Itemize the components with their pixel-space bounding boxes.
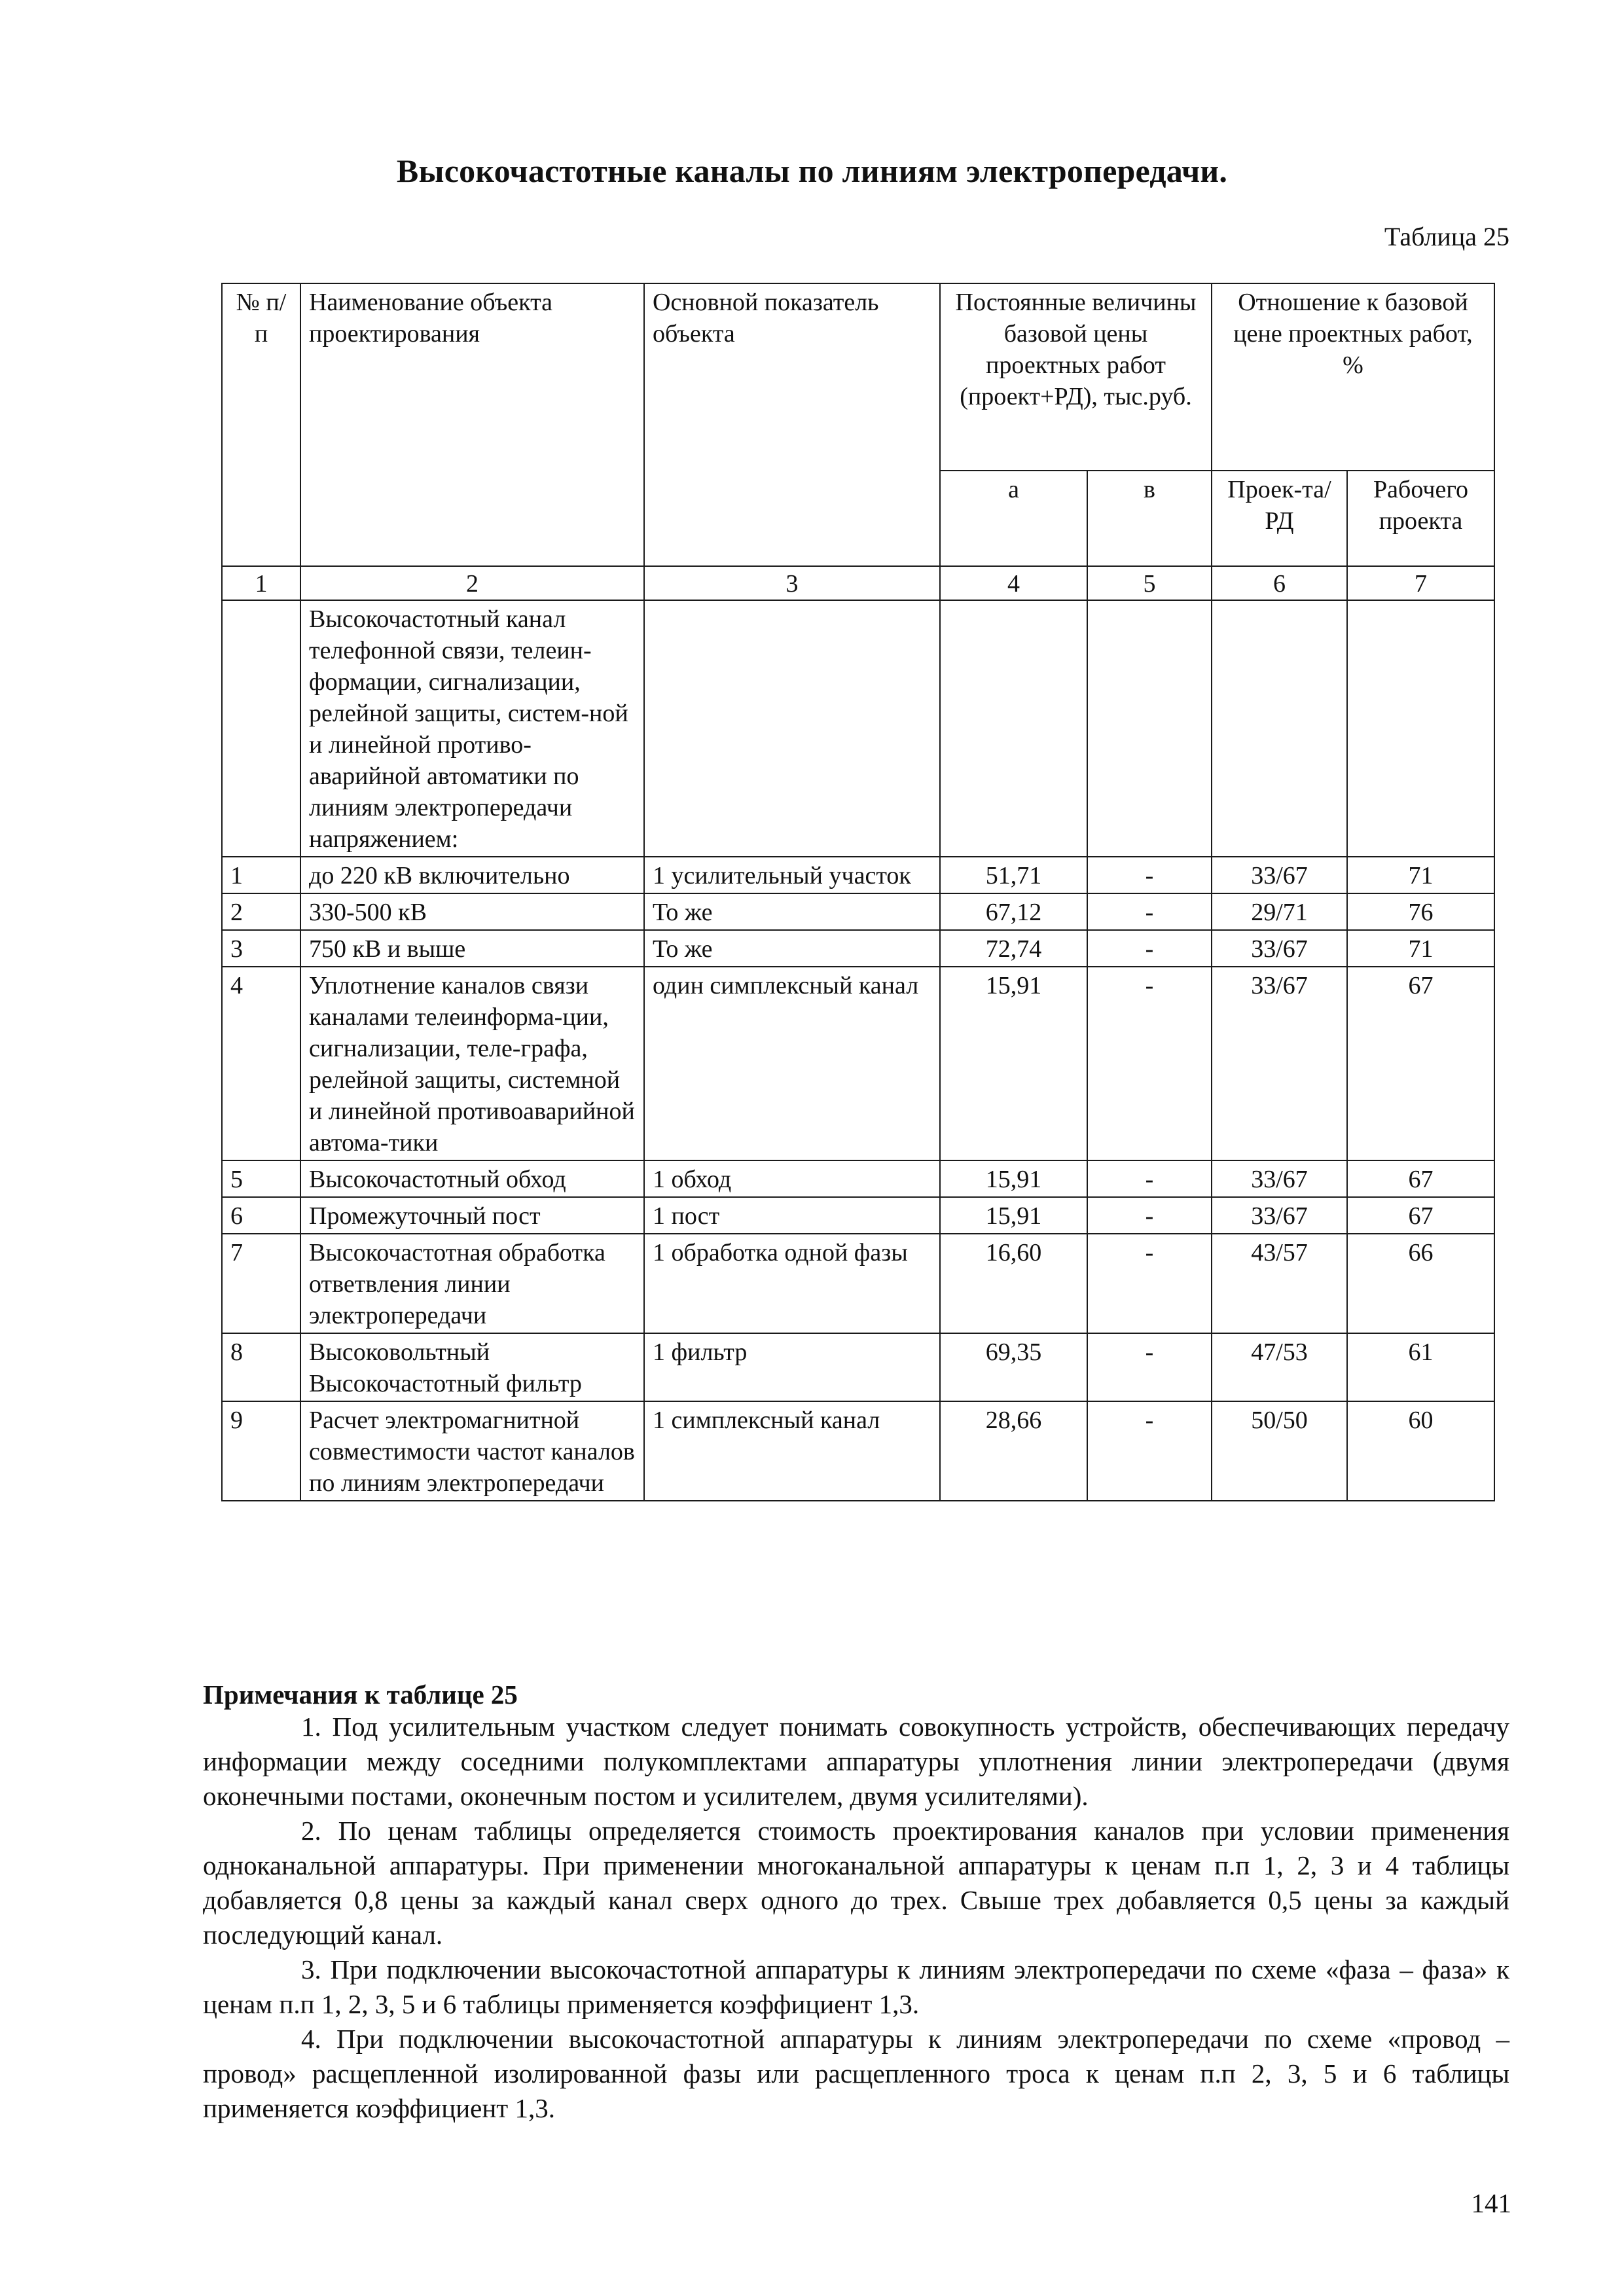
note-item: 3. При подключении высокочастотной аппаратуры к линиям электропередачи по схеме «фаза – фаза» к ценам п.п 1, 2, 3, 5 и 6 таблицы применяется коэффициент 1,3. — [203, 1954, 1509, 2019]
row-price-v: - — [1087, 1333, 1212, 1401]
header-ratio: Отношение к базовой цене проектных работ, % — [1212, 283, 1494, 471]
column-number: 7 — [1347, 566, 1494, 600]
row-price-v: - — [1087, 893, 1212, 930]
row-price-v: - — [1087, 930, 1212, 967]
row-indicator: 1 пост — [644, 1197, 940, 1234]
header-sub-v: в — [1087, 471, 1212, 566]
row-indicator: 1 симплексный канал — [644, 1401, 940, 1501]
row-name: 750 кВ и выше — [300, 930, 644, 967]
note-item: 4. При подключении высокочастотной аппаратуры к линиям электропередачи по схеме «провод – провод» расщепленной изолированной фазы или расщепленного троса к ценам п.п 2, 3, 5 и 6 таблицы применяется коэффициент 1,3. — [203, 2024, 1509, 2123]
row-working-project: 61 — [1347, 1333, 1494, 1401]
row-indicator: То же — [644, 893, 940, 930]
row-price-v: - — [1087, 1401, 1212, 1501]
row-name: до 220 кВ включительно — [300, 857, 644, 893]
column-number: 3 — [644, 566, 940, 600]
row-price-v: - — [1087, 857, 1212, 893]
table-row — [222, 893, 1494, 930]
header-sub-proekt-rd: Проек-та/РД — [1212, 471, 1347, 566]
row-name: 330-500 кВ — [300, 893, 644, 930]
column-number: 1 — [222, 566, 300, 600]
row-price-a: 15,91 — [940, 967, 1087, 1160]
table-row — [222, 1333, 1494, 1401]
table-row — [222, 857, 1494, 893]
row-number: 2 — [222, 893, 300, 930]
row-ratio: 29/71 — [1212, 893, 1347, 930]
row-name: Высокочастотная обработка ответвления линии электропередачи — [300, 1234, 644, 1333]
row-indicator: 1 обход — [644, 1160, 940, 1197]
row-indicator: 1 фильтр — [644, 1333, 940, 1401]
row-name: Высокочастотный обход — [300, 1160, 644, 1197]
row-working-project: 60 — [1347, 1401, 1494, 1501]
row-price-a: 15,91 — [940, 1160, 1087, 1197]
row-number: 5 — [222, 1160, 300, 1197]
row-working-project: 71 — [1347, 930, 1494, 967]
note-item: 1. Под усилительным участком следует понимать совокупность устройств, обеспечивающих передачу информации между соседними полукомплектами аппаратуры уплотнения линии электропередачи (двумя оконечными постами, оконечным постом и усилителем, двумя усилителями). — [203, 1712, 1509, 1811]
header-object-name: Наименование объекта проектирования — [300, 283, 644, 566]
row-ratio: 43/57 — [1212, 1234, 1347, 1333]
table-row — [222, 1234, 1494, 1333]
row-indicator: 1 обработка одной фазы — [644, 1234, 940, 1333]
table-label: Таблица 25 — [1384, 222, 1509, 251]
group-heading: Высокочастотный канал телефонной связи, телеин-формации, сигнализации, релейной защиты, систем-ной и линейной противо-аварийной автоматики по линиям электропередачи напряжением: — [300, 600, 644, 857]
row-price-a: 28,66 — [940, 1401, 1087, 1501]
row-working-project: 67 — [1347, 967, 1494, 1160]
row-price-a: 16,60 — [940, 1234, 1087, 1333]
page-number: 141 — [1471, 2188, 1511, 2218]
row-indicator: один симплексный канал — [644, 967, 940, 1160]
header-base-price: Постоянные величины базовой цены проектных работ (проект+РД), тыс.руб. — [940, 283, 1212, 471]
row-number: 6 — [222, 1197, 300, 1234]
row-number: 9 — [222, 1401, 300, 1501]
row-number: 3 — [222, 930, 300, 967]
row-working-project: 67 — [1347, 1197, 1494, 1234]
row-indicator: 1 усилительный участок — [644, 857, 940, 893]
row-ratio: 33/67 — [1212, 967, 1347, 1160]
table-row — [222, 1401, 1494, 1501]
header-number: № п/п — [222, 283, 300, 566]
table-row — [222, 1197, 1494, 1234]
row-number: 1 — [222, 857, 300, 893]
row-name: Уплотнение каналов связи каналами телеинформа-ции, сигнализации, теле-графа, релейной защиты, системной и линейной противоаварийной автома-тики — [300, 967, 644, 1160]
row-ratio: 33/67 — [1212, 857, 1347, 893]
column-number-row — [222, 566, 1494, 600]
row-number: 4 — [222, 967, 300, 1160]
row-working-project: 71 — [1347, 857, 1494, 893]
column-number: 6 — [1212, 566, 1347, 600]
row-ratio: 33/67 — [1212, 930, 1347, 967]
notes-title: Примечания к таблице 25 — [203, 1679, 518, 1710]
row-working-project: 66 — [1347, 1234, 1494, 1333]
column-number: 2 — [300, 566, 644, 600]
row-price-v: - — [1087, 1160, 1212, 1197]
row-ratio: 50/50 — [1212, 1401, 1347, 1501]
header-main-indicator: Основной показатель объекта — [644, 283, 940, 566]
row-ratio: 47/53 — [1212, 1333, 1347, 1401]
header-row — [222, 283, 1494, 471]
row-price-a: 69,35 — [940, 1333, 1087, 1401]
table-row — [222, 1160, 1494, 1197]
row-price-v: - — [1087, 967, 1212, 1160]
column-number: 4 — [940, 566, 1087, 600]
row-price-v: - — [1087, 1234, 1212, 1333]
group-heading-row — [222, 600, 1494, 857]
header-sub-working-project: Рабочего проекта — [1347, 471, 1494, 566]
row-name: Высоковольтный Высокочастотный фильтр — [300, 1333, 644, 1401]
row-ratio: 33/67 — [1212, 1160, 1347, 1197]
row-price-a: 51,71 — [940, 857, 1087, 893]
header-sub-a: а — [940, 471, 1087, 566]
row-name: Расчет электромагнитной совместимости частот каналов по линиям электропередачи — [300, 1401, 644, 1501]
row-number: 7 — [222, 1234, 300, 1333]
column-number: 5 — [1087, 566, 1212, 600]
row-name: Промежуточный пост — [300, 1197, 644, 1234]
table-row — [222, 967, 1494, 1160]
notes — [203, 1710, 1509, 2126]
row-working-project: 67 — [1347, 1160, 1494, 1197]
row-number: 8 — [222, 1333, 300, 1401]
row-indicator: То же — [644, 930, 940, 967]
note-item: 2. По ценам таблицы определяется стоимость проектирования каналов при условии применения одноканальной аппаратуры. При применении многоканальной аппаратуры к ценам п.п 1, 2, 3 и 4 таблицы добавляется 0,8 цены за каждый канал сверх одного до трех. Свыше трех добавляется 0,5 цены за каждый последующий канал. — [203, 1816, 1509, 1950]
table-row — [222, 930, 1494, 967]
row-price-a: 67,12 — [940, 893, 1087, 930]
row-ratio: 33/67 — [1212, 1197, 1347, 1234]
page-title: Высокочастотные каналы по линиям электропередачи. — [396, 152, 1228, 189]
row-price-a: 15,91 — [940, 1197, 1087, 1234]
row-price-v: - — [1087, 1197, 1212, 1234]
row-working-project: 76 — [1347, 893, 1494, 930]
price-table — [221, 283, 1495, 1501]
row-price-a: 72,74 — [940, 930, 1087, 967]
